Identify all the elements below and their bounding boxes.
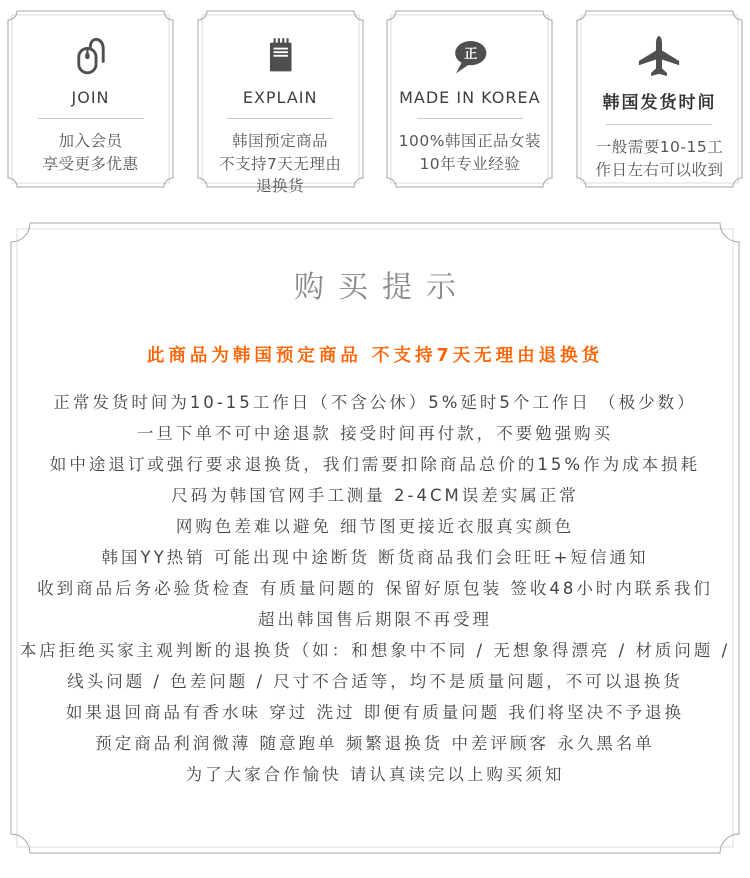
notice-line: 本店拒绝买家主观判断的退换货（如：和想象中不同 / 无想象得漂亮 / 材质问题 / xyxy=(19,641,731,660)
svg-text:正: 正 xyxy=(463,46,478,62)
card-explain-text: 不支持7天无理由 xyxy=(218,154,342,173)
divider xyxy=(606,124,712,125)
notice-line: 如中途退订或强行要求退换货，我们需要扣除商品总价的15%作为成本损耗 xyxy=(49,455,701,474)
card-shipping-time-label: 韩国发货时间 xyxy=(602,93,717,113)
card-join xyxy=(5,8,176,190)
mouse-icon xyxy=(5,34,176,80)
info-cards-row xyxy=(5,8,745,195)
notice-line: 尺码为韩国官网手工测量 2-4CM误差实属正常 xyxy=(171,486,579,505)
notice-line: 网购色差难以避免 细节图更接近衣服真实颜色 xyxy=(175,517,575,536)
notice-line: 收到商品后务必验货检查 有质量问题的 保留好原包装 签收48小时内联系我们 xyxy=(37,579,713,598)
divider xyxy=(417,118,523,119)
card-made-in-korea-text: 100%韩国正品女装 xyxy=(398,132,541,150)
notice-line: 为了大家合作愉快 请认真读完以上购买须知 xyxy=(185,765,565,784)
genuine-bubble-icon xyxy=(384,34,555,80)
card-made-in-korea xyxy=(384,8,555,190)
card-explain-label: EXPLAIN xyxy=(242,88,318,107)
card-made-in-korea-label: MADE IN KOREA xyxy=(399,88,541,107)
card-join-text: 加入会员 xyxy=(58,132,123,150)
divider xyxy=(227,118,333,119)
notice-line: 一旦下单不可中途退款 接受时间再付款，不要勉强购买 xyxy=(136,424,614,443)
card-join-label: JOIN xyxy=(71,88,110,107)
notepad-icon xyxy=(195,34,366,80)
card-made-in-korea-text: 10年专业经验 xyxy=(419,154,521,173)
card-explain xyxy=(195,8,366,195)
airplane-icon xyxy=(574,34,745,80)
notice-line: 超出韩国售后期限不再受理 xyxy=(258,610,492,629)
card-explain-text: 退换货 xyxy=(256,177,305,195)
notice-warning: 此商品为韩国预定商品 不支持7天无理由退换货 xyxy=(146,346,604,366)
notice-body xyxy=(6,387,744,790)
card-shipping-time xyxy=(574,8,745,190)
notice-line: 正常发货时间为10-15工作日（不含公休）5%延时5个工作日 （极少数） xyxy=(53,393,697,412)
card-explain-text: 韩国预定商品 xyxy=(232,132,329,150)
card-join-text: 享受更多优惠 xyxy=(42,154,139,173)
notice-line: 如果退回商品有香水味 穿过 洗过 即便有质量问题 我们将坚决不予退换 xyxy=(66,703,684,722)
divider xyxy=(38,118,144,119)
notice-title: 购买提示 xyxy=(294,270,470,305)
purchase-notice-box xyxy=(6,218,744,858)
notice-line: 韩国YY热销 可能出现中途断货 断货商品我们会旺旺+短信通知 xyxy=(101,548,649,567)
card-shipping-time-text: 作日左右可以收到 xyxy=(595,160,724,179)
notice-line: 预定商品利润微薄 随意跑单 频繁退换货 中差评顾客 永久黑名单 xyxy=(95,734,655,753)
notice-line: 线头问题 / 色差问题 / 尺寸不合适等，均不是质量问题，不可以退换货 xyxy=(67,672,683,691)
card-shipping-time-text: 一般需要10-15工 xyxy=(595,138,724,156)
